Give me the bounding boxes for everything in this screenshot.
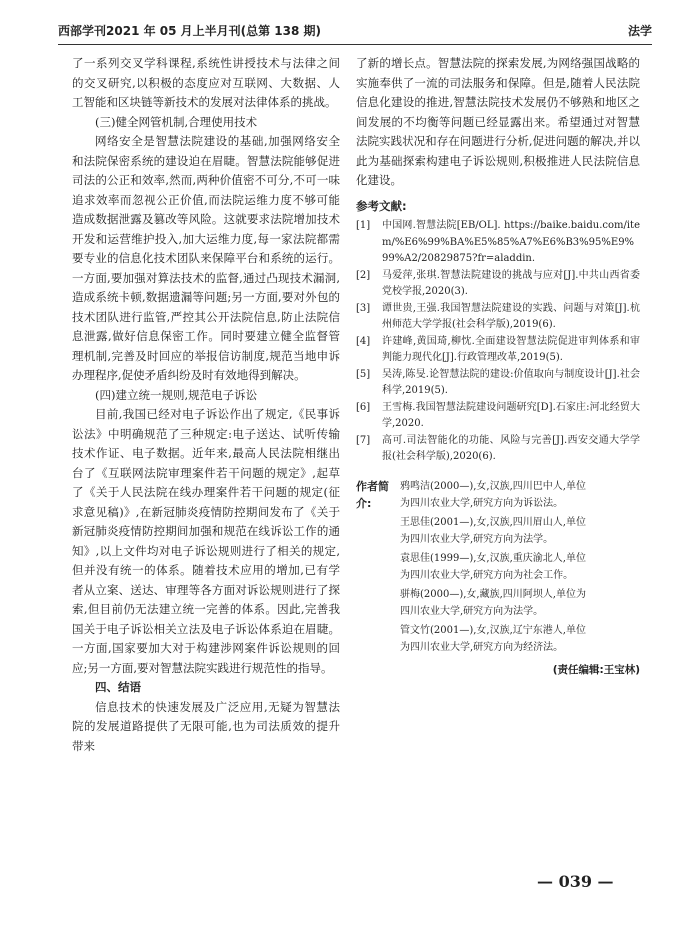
reference-item	[356, 218, 640, 268]
author-bio-label: 作者简介:	[356, 479, 389, 510]
header-rule	[58, 44, 652, 45]
author-bio-line: 为四川农业大学,研究方向为诉讼法。	[400, 497, 564, 509]
author-bio-line: 为四川农业大学,研究方向为社会工作。	[400, 569, 574, 581]
reference-number: [3]	[356, 302, 371, 314]
reference-number: [1]	[356, 220, 371, 231]
reference-item	[356, 433, 640, 466]
reference-item	[356, 334, 640, 367]
subsection-heading: (三)健全网管机制,合理使用技术	[95, 114, 258, 129]
reference-number: [5]	[356, 368, 371, 380]
editor-credit: (责任编辑:王宝林)	[552, 663, 640, 676]
paragraph: 网络安全是智慧法院建设的基础,加强网络安全和法院保密系统的建设迫在眉睫。智慧法院能够促进司法的公正和效率,然而,两种价值密不可分,不可一味追求效率而忽视公正价值,而法院运维力度不够可能造成数据泄露及篡改等风险。这就要求法院增加技术开发和运营维护投入,加大运维力度,每一家法院都需要专业的信息化技术团队来保障平台和系统的运行。一方面,要加强对算法技术的监督,通过凸现技术漏洞,造成系统卡顿,数据遗漏等问题;另一方面,要对外包的技术团队进行监管,严控其公开法院信息,防止法院信息泄露,做好信息保密工作。同时要建立健全监督管理机制,完善及时回应的举报信访制度,规范当地申诉办理程序,促使矛盾纠纷及时有效地得到解决。	[72, 134, 340, 382]
author-bio-line: 为四川农业大学,研究方向为经济法。	[400, 641, 564, 653]
author-bio-line: 管文竹(2001—),女,汉族,辽宁东港人,单位	[400, 624, 586, 636]
running-header	[58, 22, 652, 44]
author-bio-line: 鸦鸣洁(2000—),女,汉族,四川巴中人,单位	[400, 480, 586, 492]
page-number: — 039 —	[537, 872, 614, 891]
subsection-heading: (四)建立统一规则,规范电子诉讼	[95, 387, 258, 402]
author-bio	[400, 622, 640, 656]
reference-item	[356, 400, 640, 433]
reference-number: [6]	[356, 401, 371, 413]
paragraph: 了一系列交叉学科课程,系统性讲授技术与法律之间的交叉研究,以积极的态度应对互联网、大数据、人工智能和区块链等新技术的发展对法律体系的挑战。	[72, 56, 340, 109]
author-bio-line: 袁思佳(1999—),女,汉族,重庆渝北人,单位	[400, 552, 586, 564]
reference-text: 高可.司法智能化的功能、风险与完善[J].西安交通大学学报(社会科学版),2020(6).	[382, 434, 640, 462]
journal-name: 西部学刊	[58, 24, 107, 38]
reference-text: 马爱萍,张琪.智慧法院建设的挑战与应对[J].中共山西省委党校学报,2020(3).	[382, 269, 640, 297]
paragraph: 信息技术的快速发展及广泛应用,无疑为智慧法院的发展道路提供了无限可能,也为司法质效的提升带来	[72, 699, 340, 753]
author-bio-line: 王思佳(2001—),女,汉族,四川眉山人,单位	[400, 516, 586, 528]
author-bio	[400, 478, 640, 512]
reference-number: [4]	[356, 335, 371, 347]
reference-text: 许建峰,黄国琦,柳忱.全面建设智慧法院促进审判体系和审判能力现代化[J].行政管理改革,2019(5).	[382, 335, 640, 363]
author-bio-line: 四川农业大学,研究方向为法学。	[400, 605, 544, 617]
references-heading: 参考文献:	[356, 198, 407, 213]
section-label: 法学	[627, 24, 652, 38]
author-bio-line: 骈梅(2000—),女,藏族,四川阿坝人,单位为	[400, 588, 586, 600]
reference-text: 王雪梅.我国智慧法院建设问题研究[D].石家庄:河北经贸大学,2020.	[382, 401, 640, 429]
section-heading: 四、结语	[95, 680, 141, 694]
paragraph: 目前,我国已经对电子诉讼作出了规定,《民事诉讼法》中明确规范了三种规定:电子送达、试听传输技术作证、电子数据。近年来,最高人民法院相继出台了《互联网法院审理案件若干问题的规定》,起草了《关于人民法院在线办理案件若干问题的规定(征求意见稿)》,在新冠肺炎疫情防控期间发布了《关于新冠肺炎疫情防控期间加强和规范在线诉讼工作的通知》,以上文件均对电子诉讼规则进行了相关的规定,但并没有统一的体系。随着技术应用的增加,已有学者从立案、送达、审理等各方面对诉讼规则进行了探索,但目前仍无法建立统一完善的体系。因此,完善我国关于电子诉讼相关立法及电子诉讼体系迫在眉睫。一方面,国家要加大对于构建涉网案件诉讼规则的回应;另一方面,要对智慧法院实践进行规范性的指导。	[72, 407, 340, 675]
reference-item	[356, 301, 640, 334]
paragraph: 了新的增长点。智慧法院的探索发展,为网络强国战略的实施奉供了一流的司法服务和保障。但是,随着人民法院信息化建设的推进,智慧法院技术发展仍不够熟和地区之间发展的不均衡等问题已经显露出来。希望通过对智慧法院实践状况和存在问题进行分析,促进问题的解决,并以此为基础探索构建电子诉讼规则,积极推进人民法院信息化建设。	[356, 56, 640, 187]
author-bio-list	[400, 478, 640, 658]
issue-info: 2021 年 05 月上半月刊(总第 138 期)	[106, 24, 322, 38]
author-bio-block	[356, 478, 640, 679]
left-column	[72, 54, 340, 756]
author-bio	[400, 514, 640, 548]
reference-number: [7]	[356, 434, 371, 446]
author-bio	[400, 586, 640, 620]
reference-item	[356, 268, 640, 301]
reference-list	[356, 218, 640, 466]
reference-item	[356, 367, 640, 400]
author-bio	[400, 550, 640, 584]
reference-text: 吴涛,陈旻.论智慧法院的建设:价值取向与制度设计[J].社会科学,2019(5).	[382, 368, 640, 396]
journal-issue	[58, 22, 321, 39]
reference-text: 中国网.智慧法院[EB/OL]. https://baike.baidu.com/item/%E6%99%BA%E5%85%A7%E6%B3%95%E9%99%A2/20829875?fr=aladdin.	[382, 220, 640, 264]
author-bio-line: 为四川农业大学,研究方向为法学。	[400, 533, 554, 545]
reference-number: [2]	[356, 269, 371, 281]
right-column	[356, 54, 640, 679]
reference-text: 谭世贵,王强.我国智慧法院建设的实践、问题与对策[J].杭州师范大学学报(社会科学版),2019(6).	[382, 302, 640, 330]
